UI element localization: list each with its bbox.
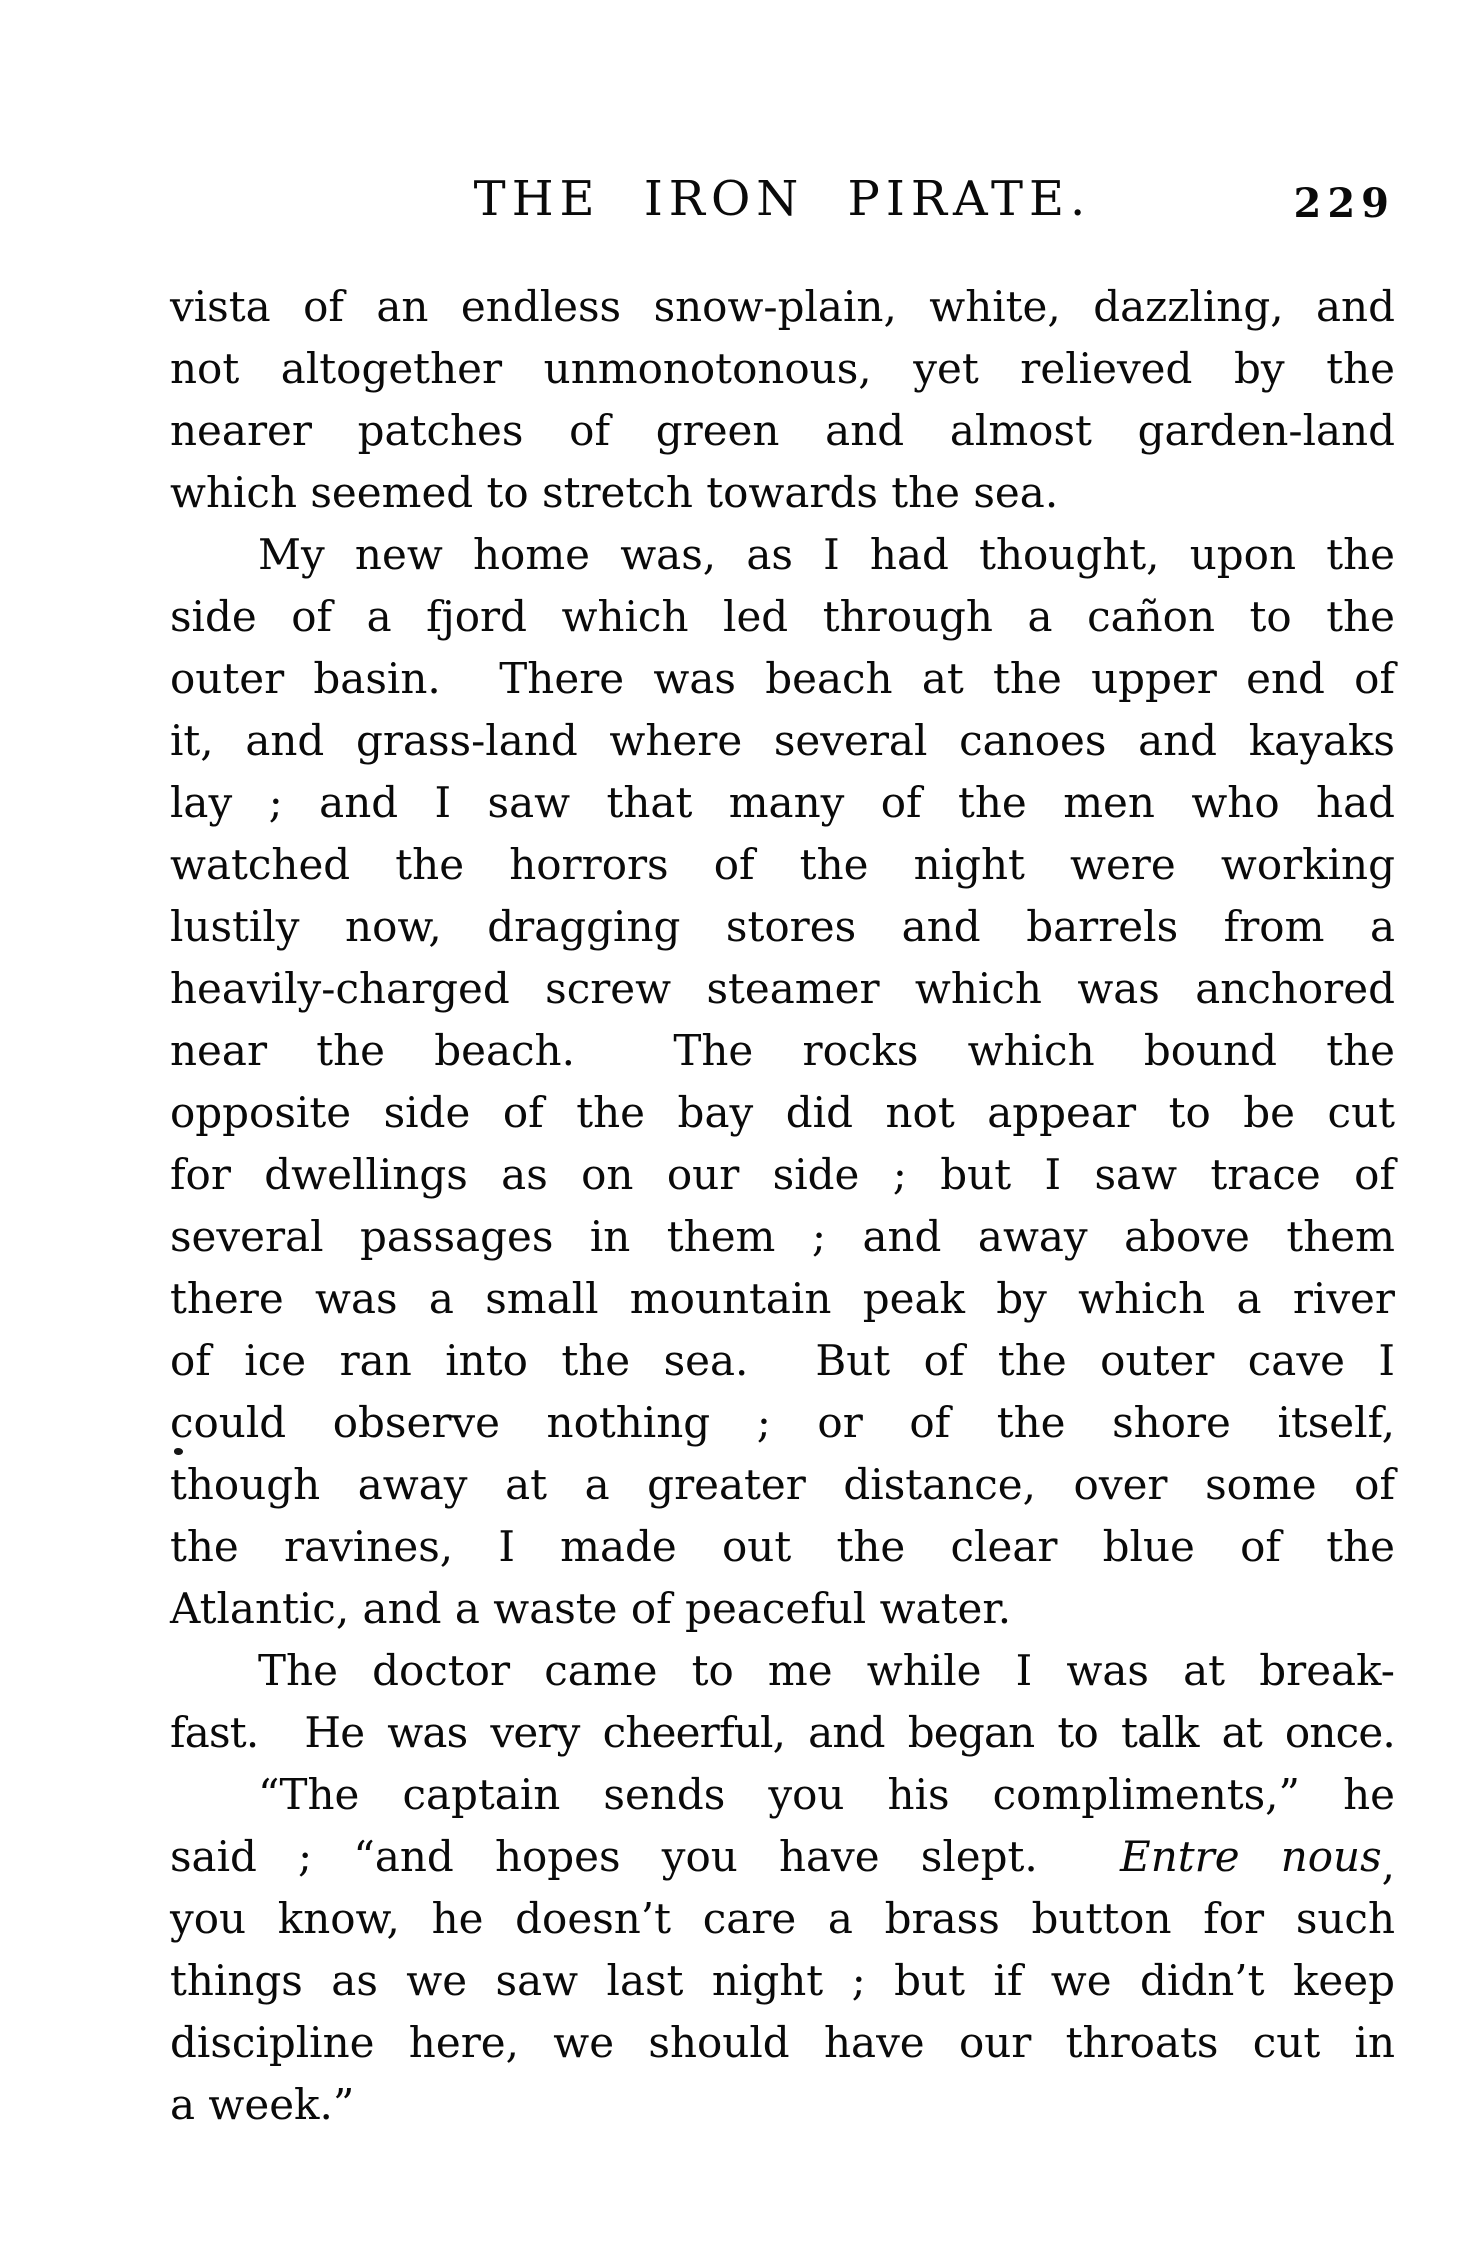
text-segment: it, and grass-land where several canoes and kayaks bbox=[170, 716, 1395, 765]
text-segment: outer basin. There was beach at the upper end of bbox=[170, 654, 1395, 703]
text-line bbox=[170, 1950, 1395, 2012]
text-line bbox=[170, 1330, 1395, 1392]
text-line bbox=[170, 710, 1395, 772]
text-segment: lustily now, dragging stores and barrels from a bbox=[170, 902, 1395, 951]
text-line bbox=[170, 1454, 1395, 1516]
text-segment: Atlantic, and a waste of peaceful water. bbox=[170, 1584, 1012, 1633]
body-text bbox=[170, 276, 1395, 2136]
text-line bbox=[170, 1392, 1395, 1454]
text-segment: fast. He was very cheerful, and began to talk at once. bbox=[170, 1708, 1395, 1757]
text-line bbox=[170, 1268, 1395, 1330]
text-line bbox=[170, 400, 1395, 462]
text-segment: could observe nothing ; or of the shore itself, bbox=[170, 1398, 1395, 1447]
text-line bbox=[170, 276, 1395, 338]
text-line bbox=[170, 1826, 1395, 1888]
text-line bbox=[170, 1516, 1395, 1578]
text-segment: , bbox=[1381, 1839, 1395, 1889]
text-segment: opposite side of the bay did not appear to be cut bbox=[170, 1088, 1395, 1137]
text-segment: you know, he doesn’t care a brass button for such bbox=[170, 1894, 1395, 1943]
text-line bbox=[170, 1206, 1395, 1268]
text-segment: a week.” bbox=[170, 2080, 355, 2129]
text-line bbox=[170, 524, 1395, 586]
text-segment: not altogether unmonotonous, yet relieved by the bbox=[170, 344, 1395, 393]
text-line bbox=[170, 1144, 1395, 1206]
text-segment: the ravines, I made out the clear blue of the bbox=[170, 1522, 1395, 1571]
text-segment: side of a fjord which led through a cañon to the bbox=[170, 592, 1395, 641]
text-segment: several passages in them ; and away above them bbox=[170, 1212, 1395, 1261]
text-segment: there was a small mountain peak by which a river bbox=[170, 1274, 1395, 1323]
text-segment: My new home was, as I had thought, upon the bbox=[258, 530, 1395, 579]
text-line bbox=[170, 1578, 1395, 1640]
text-line bbox=[170, 1082, 1395, 1144]
text-segment: near the beach. The rocks which bound the bbox=[170, 1026, 1395, 1075]
text-line bbox=[170, 772, 1395, 834]
text-line bbox=[170, 1640, 1395, 1702]
text-segment: discipline here, we should have our throats cut in bbox=[170, 2018, 1395, 2067]
text-segment: lay ; and I saw that many of the men who had bbox=[170, 778, 1395, 827]
text-segment: which seemed to stretch towards the sea. bbox=[170, 468, 1059, 517]
text-segment: heavily-charged screw steamer which was anchored bbox=[170, 964, 1395, 1013]
text-segment: said ; “and hopes you have slept. bbox=[170, 1832, 1121, 1881]
text-segment: things as we saw last night ; but if we didn’t keep bbox=[170, 1956, 1395, 2005]
text-line bbox=[170, 1888, 1395, 1950]
text-line bbox=[170, 1702, 1395, 1764]
text-line bbox=[170, 462, 1395, 524]
text-line bbox=[170, 648, 1395, 710]
text-line bbox=[170, 834, 1395, 896]
text-segment: watched the horrors of the night were working bbox=[170, 840, 1395, 889]
text-segment: “The captain sends you his compliments,” he bbox=[258, 1770, 1395, 1819]
text-segment: nearer patches of green and almost garden-land bbox=[170, 406, 1395, 455]
text-line bbox=[170, 1020, 1395, 1082]
ink-speck bbox=[174, 1448, 183, 1455]
text-line bbox=[170, 586, 1395, 648]
text-segment: The doctor came to me while I was at break- bbox=[258, 1646, 1395, 1695]
text-line bbox=[170, 896, 1395, 958]
text-segment: for dwellings as on our side ; but I saw trace of bbox=[170, 1150, 1395, 1199]
text-segment: though away at a greater distance, over some of bbox=[170, 1460, 1395, 1509]
text-line bbox=[170, 1764, 1395, 1826]
running-title: THE IRON PIRATE. bbox=[473, 171, 1092, 227]
text-segment: of ice ran into the sea. But of the outer cave I bbox=[170, 1336, 1395, 1385]
text-segment: vista of an endless snow-plain, white, dazzling, and bbox=[170, 282, 1395, 331]
page-header bbox=[170, 170, 1395, 232]
page-number: 229 bbox=[1293, 180, 1395, 227]
text-line bbox=[170, 2012, 1395, 2074]
italic-phrase: Entre nous bbox=[1120, 1832, 1382, 1881]
text-line bbox=[170, 958, 1395, 1020]
text-line bbox=[170, 338, 1395, 400]
text-line bbox=[170, 2074, 1395, 2136]
